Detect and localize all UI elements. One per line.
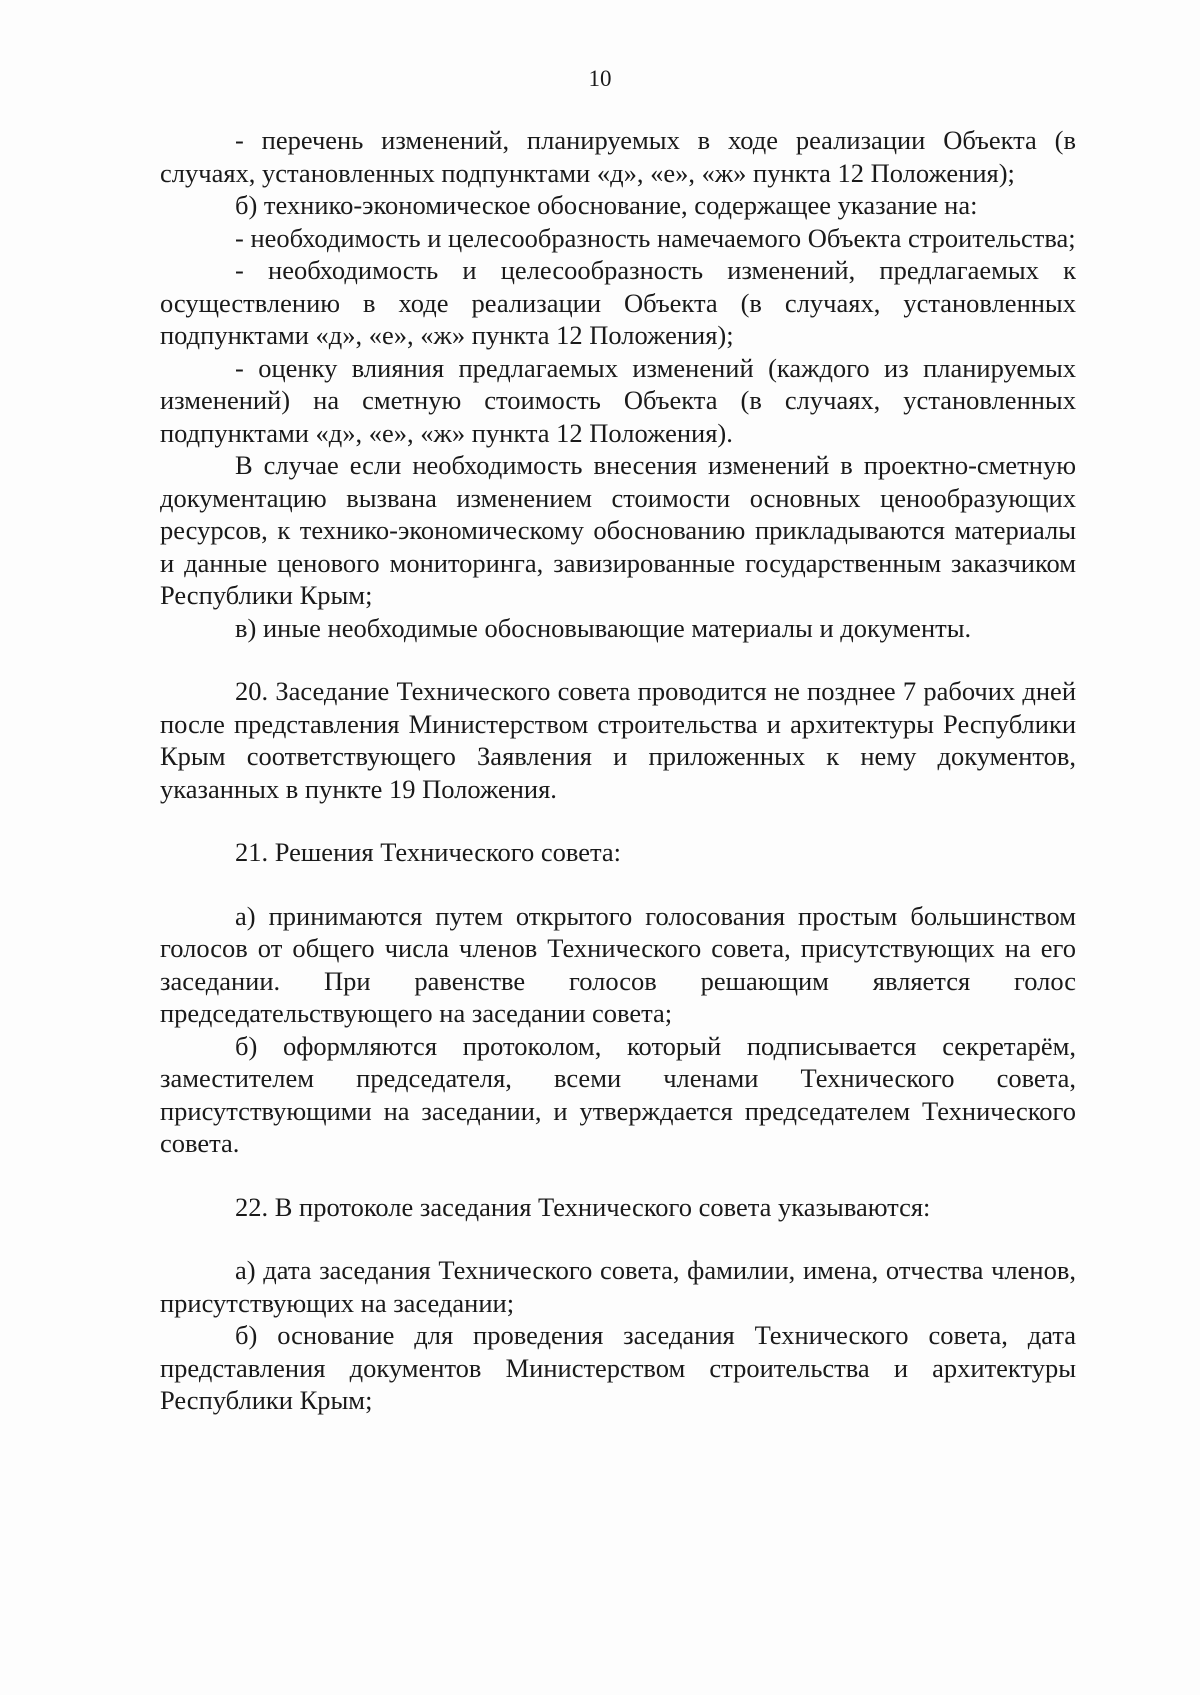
paragraph-list-item-necessity-changes: - необходимость и целесообразность изменений, предлагаемых к осуществлению в ходе реализации Объекта (в случаях, установленных подпунктами «д», «е», «ж» пункта 12 Положения); [160,255,1076,350]
paragraph-price-monitoring: В случае если необходимость внесения изменений в проектно-сметную документацию вызвана изменением стоимости основных ценообразующих ресурсов, к технико-экономическому обоснованию прикладываются материалы и данные ценового мониторинга, завизированные государственным заказчиком Республики Крым; [160,450,1076,610]
paragraph-clause-22: 22. В протоколе заседания Технического совета указываются: [235,1191,931,1222]
paragraph-clause-21b: б) оформляются протоколом, который подписывается секретарём, заместителем председателя, всеми членами Технического совета, присутствующими на заседании, и утверждается председателем Технического совета. [160,1030,1076,1158]
paragraph-other-materials: в) иные необходимые обосновывающие материалы и документы. [235,612,972,643]
paragraph-clause-20: 20. Заседание Технического совета проводится не позднее 7 рабочих дней после представления Министерством строительства и архитектуры Республики Крым соответствующего Заявления и приложенных к нему документов, указанных в пункте 19 Положения. [160,676,1076,804]
paragraph-clause-21a: а) принимаются путем открытого голосования простым большинством голосов от общего числа членов Технического совета, присутствующих на его заседании. При равенстве голосов решающим является голос председательствующего на заседании совета; [160,900,1076,1028]
paragraph-clause-22a: а) дата заседания Технического совета, фамилии, имена, отчества членов, присутствующих на заседании; [160,1255,1076,1318]
paragraph-list-item-necessity: - необходимость и целесообразность намечаемого Объекта строительства; [235,222,1076,253]
paragraph-feasibility-study: б) технико-экономическое обоснование, содержащее указание на: [235,190,978,220]
paragraph-clause-22b: б) основание для проведения заседания Технического совета, дата представления документов Министерством строительства и архитектуры Республики Крым; [160,1320,1076,1415]
page-number: 10 [588,66,612,91]
document-body [160,124,1076,1417]
paragraph-list-item-changes: - перечень изменений, планируемых в ходе реализации Объекта (в случаях, установленных подпунктами «д», «е», «ж» пункта 12 Положения); [160,125,1076,188]
paragraph-list-item-impact-assessment: - оценку влияния предлагаемых изменений (каждого из планируемых изменений) на сметную стоимость Объекта (в случаях, установленных подпунктами «д», «е», «ж» пункта 12 Положения). [160,352,1076,448]
paragraph-clause-21: 21. Решения Технического совета: [235,837,621,867]
